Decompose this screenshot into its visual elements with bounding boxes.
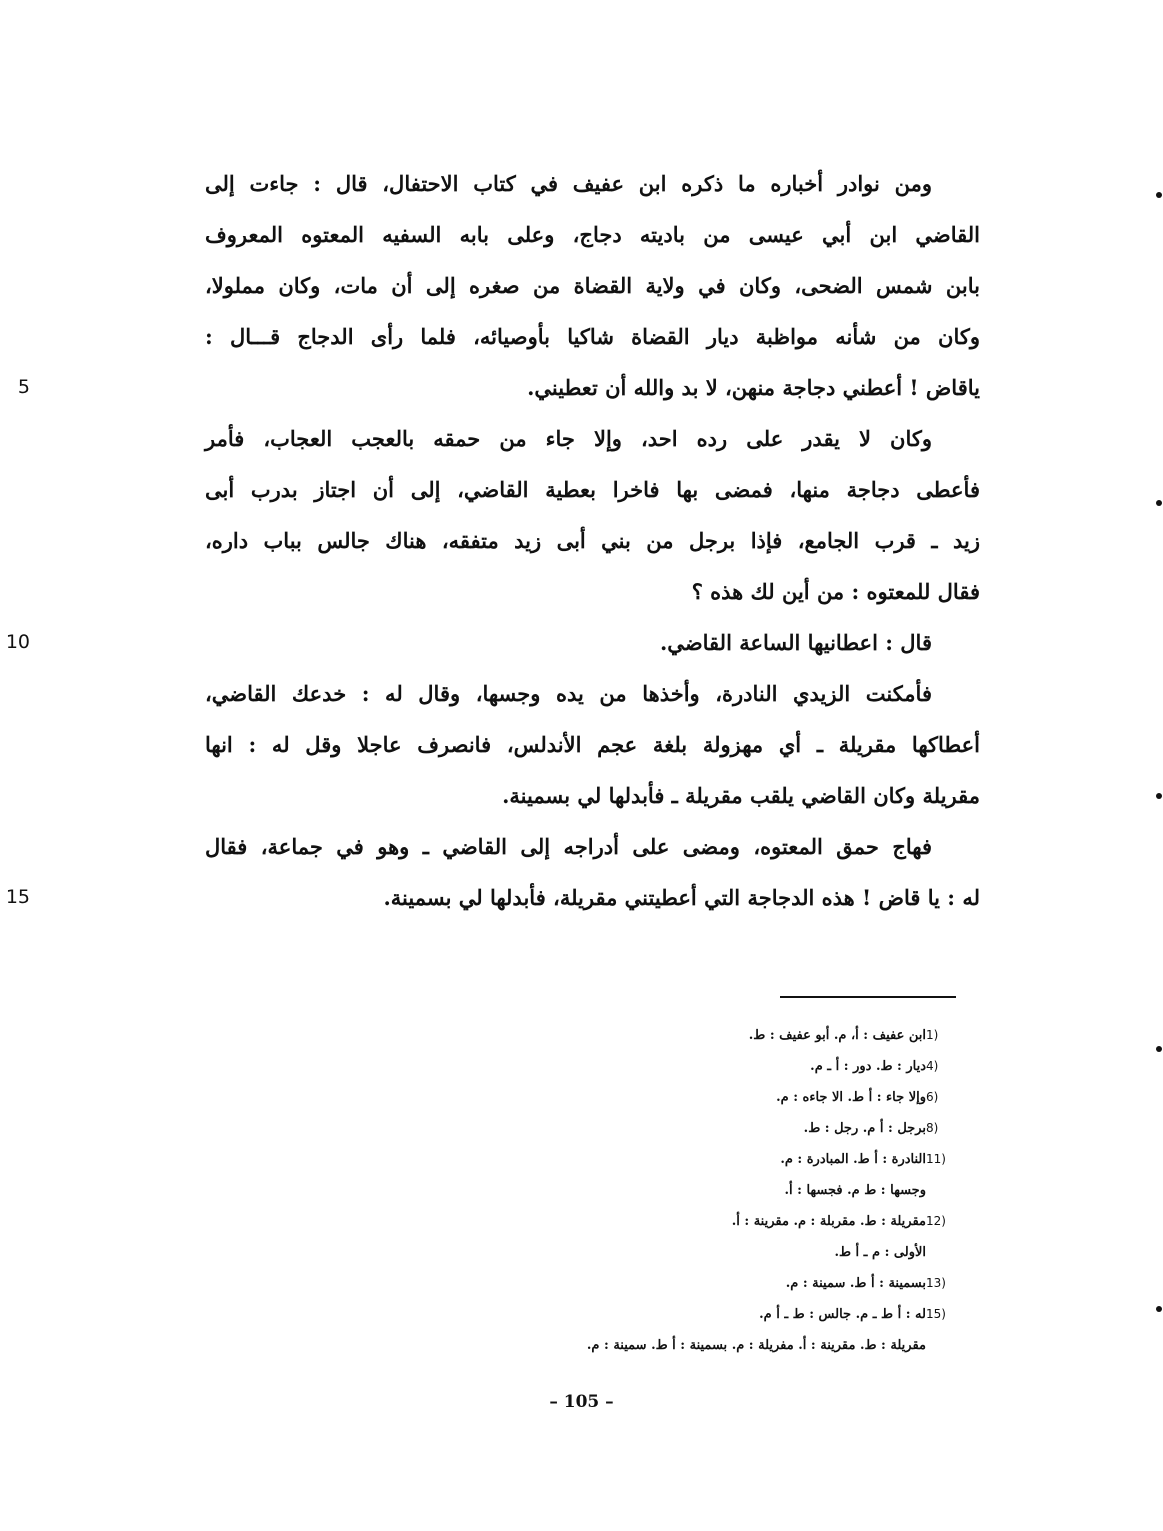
text-line-content: وكان لا يقدر على رده احد، وإلا جاء من حمقه بالعجب العجاب، فأمر (205, 426, 932, 451)
footnote-text: ديار : ط. دور : أ ـ م. (810, 1059, 926, 1074)
main-text-block (5, 158, 980, 923)
text-line (5, 617, 980, 668)
text-line (205, 311, 980, 362)
text-line-content: ياقاض ! أعطني دجاجة منهن، لا بد والله أن تعطيني. (527, 375, 980, 400)
footnote-number: 8) (926, 1121, 939, 1135)
footnote-number: 1) (926, 1028, 939, 1042)
text-line (205, 668, 980, 719)
footnote-text: النادرة : أ ط. المبادرة : م. (780, 1152, 926, 1167)
text-line (205, 260, 980, 311)
footnote-text: مقريلة : ط. مقربلة : م. مقرينة : أ. (731, 1214, 926, 1229)
text-line (5, 872, 980, 923)
text-line-content: قال : اعطانيها الساعة القاضي. (660, 630, 932, 655)
footnote (500, 1206, 960, 1237)
footnote-number: 12) (926, 1214, 946, 1228)
footnote-text: له : أ ط ـ م. جالس : ط ـ أ م. (759, 1307, 926, 1322)
text-line-content: أعطاكها مقريلة ـ أي مهزولة بلغة عجم الأندلس، فانصرف عاجلا وقل له : انها (205, 732, 980, 757)
text-line (205, 719, 980, 770)
footnote (500, 1082, 960, 1113)
footnote (500, 1237, 960, 1268)
footnote-number: 6) (926, 1090, 939, 1104)
text-line (205, 413, 980, 464)
text-line-content: بابن شمس الضحى، وكان في ولاية القضاة من صغره إلى أن مات، وكان مملولا، (205, 273, 980, 298)
text-line (205, 158, 980, 209)
text-line (205, 770, 980, 821)
text-line-content: ومن نوادر أخباره ما ذكره ابن عفيف في كتاب الاحتفال، قال : جاءت إلى (205, 171, 932, 196)
footnote (500, 1051, 960, 1082)
text-line-content: مقريلة وكان القاضي يلقب مقريلة ـ فأبدلها لي بسمينة. (502, 783, 980, 808)
text-line-content: القاضي ابن أبي عيسى من باديته دجاج، وعلى بابه السفيه المعتوه المعروف (205, 222, 980, 247)
text-line-content: له : يا قاض ! هذه الدجاجة التي أعطيتني مقريلة، فأبدلها لي بسمينة. (383, 885, 980, 910)
footnote-text: مقريلة : ط. مقرينة : أ. مفريلة : م. بسمينة : أ ط. سمينة : م. (586, 1338, 926, 1353)
footnote (500, 1113, 960, 1144)
line-number: 5 (17, 376, 30, 398)
footnote-text: برجل : أ م. رجل : ط. (803, 1121, 926, 1136)
binding-hole-mark (1156, 793, 1162, 799)
text-line-content: زيد ـ قرب الجامع، فإذا برجل من بني أبى زيد متفقه، هناك جالس بباب داره، (205, 528, 980, 553)
footnote (500, 1268, 960, 1299)
text-line-content: فهاج حمق المعتوه، ومضى على أدراجه إلى القاضي ـ وهو في جماعة، فقال (205, 834, 932, 859)
text-line (17, 362, 980, 413)
line-number: 10 (5, 631, 30, 653)
footnote-separator-rule (780, 996, 956, 998)
binding-hole-mark (1156, 500, 1162, 506)
text-line-content: وكان من شأنه مواظبة ديار القضاة شاكيا بأوصيائه، فلما رأى الدجاج قـــال : (205, 324, 980, 349)
page-number: – 105 – (549, 1392, 614, 1412)
text-line (205, 515, 980, 566)
line-number: 15 (5, 886, 30, 908)
footnote (500, 1299, 960, 1330)
footnote-text: الأولى : م ـ أ ط. (834, 1245, 926, 1260)
text-line (205, 821, 980, 872)
footnotes-block (500, 1020, 960, 1361)
footnote-number: 13) (926, 1276, 946, 1290)
footnote-number: 15) (926, 1307, 946, 1321)
text-line (205, 566, 980, 617)
text-line (205, 209, 980, 260)
footnote (500, 1020, 960, 1051)
footnote (500, 1330, 960, 1361)
footnote (500, 1144, 960, 1175)
binding-hole-mark (1156, 1046, 1162, 1052)
footnote (500, 1175, 960, 1206)
footnote-text: ابن عفيف : أ، م. أبو عفيف : ط. (748, 1028, 926, 1043)
text-line (205, 464, 980, 515)
text-line-content: فأمكنت الزيدي النادرة، وأخذها من يده وجسها، وقال له : خدعك القاضي، (205, 681, 932, 706)
footnote-text: بسمينة : أ ط. سمينة : م. (785, 1276, 926, 1291)
footnote-text: وإلا جاء : أ ط. الا جاءه : م. (776, 1090, 926, 1105)
footnote-number: 4) (926, 1059, 939, 1073)
binding-hole-mark (1156, 192, 1162, 198)
text-line-content: فقال للمعتوه : من أين لك هذه ؟ (691, 579, 980, 604)
binding-hole-mark (1156, 1306, 1162, 1312)
text-line-content: فأعطى دجاجة منها، فمضى بها فاخرا بعطية القاضي، إلى أن اجتاز بدرب أبى (205, 477, 980, 502)
footnote-text: وجسها : ط م. فجسها : أ. (784, 1183, 926, 1198)
footnote-number: 11) (926, 1152, 946, 1166)
